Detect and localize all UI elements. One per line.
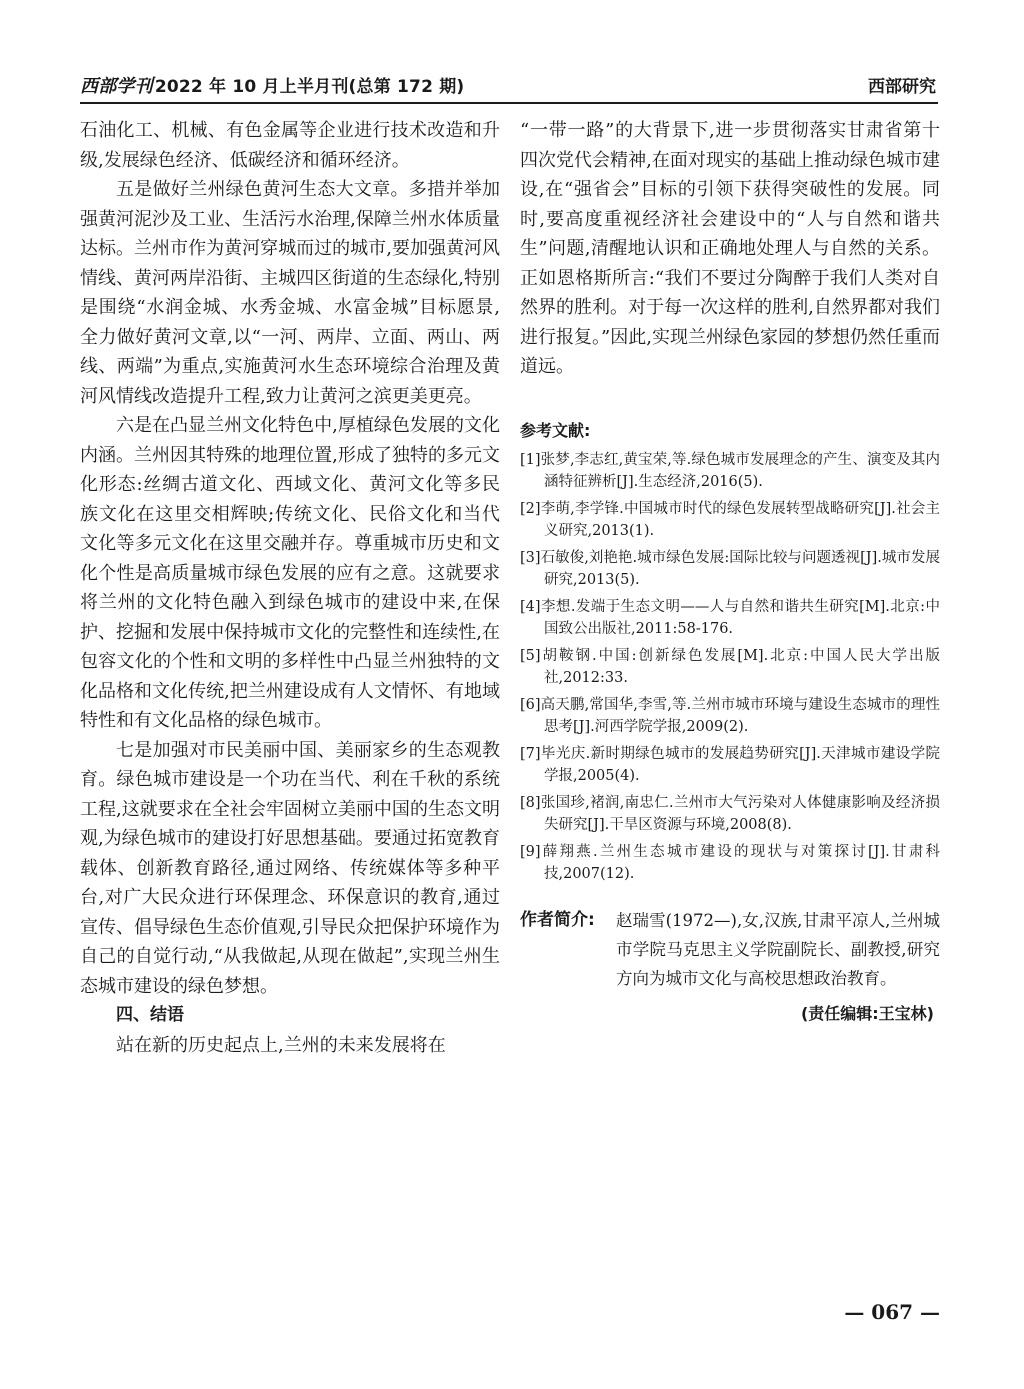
page-header [80, 68, 938, 104]
author-bio [520, 906, 940, 993]
paragraph: 五是做好兰州绿色黄河生态大文章。多措并举加强黄河泥沙及工业、生活污水治理,保障兰州水体质量达标。兰州市作为黄河穿城而过的城市,要加强黄河风情线、黄河两岸沿街、主城四区街道的生态绿化,特别是围绕“水润金城、水秀金城、水富金城”目标愿景,全力做好黄河文章,以“一河、两岸、立面、两山、两线、两端”为重点,实施黄河水生态环境综合治理及黄河风情线改造提升工程,致力让黄河之滨更美更亮。 [80, 179, 500, 407]
paragraph: 六是在凸显兰州文化特色中,厚植绿色发展的文化内涵。兰州因其特殊的地理位置,形成了独特的多元文化形态:丝绸古道文化、西域文化、黄河文化等多民族文化在这里交相辉映;传统文化、民俗文化和当代文化等多元文化在这里交融并存。尊重城市历史和文化个性是高质量城市绿色发展的应有之意。这就要求将兰州的文化特色融入到绿色城市的建设中来,在保护、挖掘和发展中保持城市文化的完整性和连续性,在包容文化的个性和文明的多样性中凸显兰州独特的文化品格和文化传统,把兰州建设成有人文情怀、有地域特性和有文化品格的绿色城市。 [80, 415, 500, 731]
author-text: 赵瑞雪(1972—),女,汉族,甘肃平凉人,兰州城市学院马克思主义学院副院长、副教授,研究方向为城市文化与高校思想政治教育。 [616, 910, 940, 988]
references-title: 参考文献: [520, 420, 591, 440]
section-label: 西部研究 [868, 77, 936, 97]
page-number: — 067 — [844, 1300, 940, 1324]
references-list [520, 449, 940, 886]
reference-item: [8]张国珍,褚润,南忠仁.兰州市大气污染对人体健康影响及经济损失研究[J].干旱区资源与环境,2008(8). [520, 794, 940, 833]
reference-item: [1]张梦,李志红,黄宝荣,等.绿色城市发展理念的产生、演变及其内涵特征辨析[J].生态经济,2016(5). [520, 451, 940, 490]
reference-item: [6]高天鹏,常国华,李雪,等.兰州市城市环境与建设生态城市的理性思考[J].河西学院学报,2009(2). [520, 696, 940, 735]
reference-item: [3]石敏俊,刘艳艳.城市绿色发展:国际比较与问题透视[J].城市发展研究,2013(5). [520, 549, 940, 588]
journal-logo: 西部学刊 [80, 76, 153, 97]
paragraph: 站在新的历史起点上,兰州的未来发展将在 [116, 1034, 446, 1056]
issue-info: 2022 年 10 月上半月刊(总第 172 期) [154, 77, 465, 97]
editor-credit: (责任编辑:王宝林) [800, 1003, 934, 1023]
paragraph: “一带一路”的大背景下,进一步贯彻落实甘肃省第十四次党代会精神,在面对现实的基础上推动绿色城市建设,在“强省会”目标的引领下获得突破性的发展。同时,要高度重视经济社会建设中的“人与自然和谐共生”问题,清醒地认识和正确地处理人与自然的关系。正如恩格斯所言:“我们不要过分陶醉于我们人类对自然界的胜利。对于每一次这样的胜利,自然界都对我们进行报复。”因此,实现兰州绿色家园的梦想仍然任重而道远。 [520, 120, 940, 377]
reference-item: [4]李想.发端于生态文明——人与自然和谐共生研究[M].北京:中国致公出版社,2011:58-176. [520, 598, 940, 637]
reference-item: [9]薛翔燕.兰州生态城市建设的现状与对策探讨[J].甘肃科技,2007(12). [520, 843, 940, 882]
paragraph: 石油化工、机械、有色金属等企业进行技术改造和升级,发展绿色经济、低碳经济和循环经济。 [80, 120, 500, 171]
left-column [80, 116, 500, 1060]
reference-item: [2]李萌,李学锋.中国城市时代的绿色发展转型战略研究[J].社会主义研究,2013(1). [520, 500, 940, 539]
journal-issue-line [80, 72, 464, 98]
author-label: 作者简介: [520, 909, 595, 930]
section-heading: 四、结语 [116, 1005, 184, 1025]
reference-item: [5]胡鞍钢.中国:创新绿色发展[M].北京:中国人民大学出版社,2012:33. [520, 647, 940, 686]
right-column [520, 116, 940, 1024]
reference-item: [7]毕光庆.新时期绿色城市的发展趋势研究[J].天津城市建设学院学报,2005(4). [520, 745, 940, 784]
paragraph: 七是加强对市民美丽中国、美丽家乡的生态观教育。绿色城市建设是一个功在当代、利在千秋的系统工程,这就要求在全社会牢固树立美丽中国的生态文明观,为绿色城市的建设打好思想基础。要通过拓宽教育载体、创新教育路径,通过网络、传统媒体等多种平台,对广大民众进行环保理念、环保意识的教育,通过宣传、倡导绿色生态价值观,引导民众把保护环境作为自己的自觉行动,“从我做起,从现在做起”,实现兰州生态城市建设的绿色梦想。 [80, 739, 500, 997]
